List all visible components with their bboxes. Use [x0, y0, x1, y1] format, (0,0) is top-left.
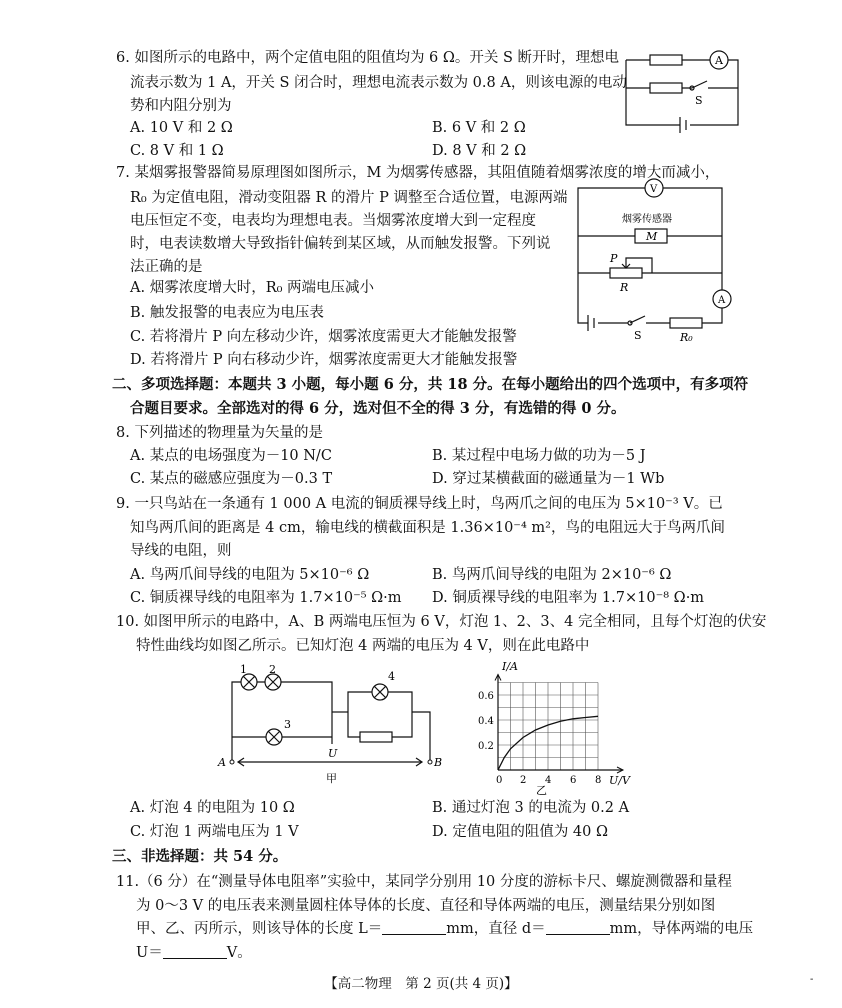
q8-stem: 8. 下列描述的物理量为矢量的是 [116, 425, 323, 441]
q8-option-c: C. 某点的磁感应强度为－0.3 T [130, 471, 333, 487]
lamp-2-label: 2 [269, 663, 276, 676]
q6-ammeter-label: A [715, 54, 723, 67]
q11-line-3 [136, 919, 753, 939]
iv-characteristic-chart [474, 660, 634, 795]
figure-yi-caption: 乙 [536, 784, 547, 795]
chart-x-tick-label: 8 [595, 775, 602, 786]
q10-option-d: D. 定值电阻的阻值为 40 Ω [432, 824, 609, 840]
q7-r0-label: R₀ [680, 331, 693, 344]
section-2-heading: 二、多项选择题：本题共 3 小题，每小题 6 分，共 18 分。在每小题给出的四个选项中，有多项符 [112, 376, 749, 393]
figure-jia-caption: 甲 [326, 772, 337, 785]
chart-y-tick-label: 0.4 [478, 716, 494, 727]
q7-circuit-figure [570, 178, 740, 348]
q10-option-a: A. 灯泡 4 的电阻为 10 Ω [130, 800, 295, 816]
q7-option-d: D. 若将滑片 P 向右移动少许，烟雾浓度需更大才能触发报警 [130, 352, 518, 368]
q8-option-b: B. 某过程中电场力做的功为－5 J [432, 448, 646, 464]
q7-voltmeter-label: V [650, 184, 658, 195]
section-3-heading: 三、非选择题：共 54 分。 [112, 848, 288, 865]
q6-line-2: 流表示数为 1 A，开关 S 闭合时，理想电流表示数为 0.8 A，则该电源的电动 [130, 75, 627, 91]
q9-option-b: B. 鸟两爪间导线的电阻为 2×10⁻⁶ Ω [432, 567, 672, 583]
q7-option-a: A. 烟雾浓度增大时，R₀ 两端电压减小 [130, 280, 375, 296]
length-answer-blank[interactable] [382, 920, 446, 935]
q7-line-1: 7. 某烟雾报警器简易原理图如图所示，M 为烟雾传感器，其阻值随着烟雾浓度的增大而减小， [116, 165, 720, 181]
q7-line-4: 时，电表读数增大导致指针偏转到某区域，从而触发报警。下列说 [130, 236, 551, 252]
lamp-3-label: 3 [284, 718, 291, 731]
q9-option-d: D. 铜质裸导线的电阻率为 1.7×10⁻⁸ Ω·m [432, 590, 705, 606]
q6-line-1: 6. 如图所示的电路中，两个定值电阻的阻值均为 6 Ω。开关 S 断开时，理想电 [116, 50, 620, 66]
q6-line-3: 势和内阻分别为 [130, 98, 232, 114]
lamp-4-label: 4 [388, 670, 395, 683]
chart-x-tick-label: 4 [545, 775, 552, 786]
q6-option-d: D. 8 V 和 2 Ω [432, 143, 527, 159]
q11-line-3-text-c: mm，导体两端的电压 [609, 921, 754, 937]
diameter-answer-blank[interactable] [546, 920, 610, 935]
q11-line-3-text-b: mm，直径 d＝ [446, 921, 546, 937]
q6-circuit-figure [620, 40, 745, 135]
q7-slider-label: P [610, 252, 618, 265]
q10-figure-jia [212, 662, 452, 787]
q10-line-1: 10. 如图甲所示的电路中，A、B 两端电压恒为 6 V，灯泡 1、2、3、4 完全相同，且每个灯泡的伏安 [116, 614, 767, 630]
q6-switch-label: S [695, 94, 703, 107]
q7-sensor-label: M [646, 230, 658, 243]
q7-rheostat-label: R [620, 281, 629, 294]
q9-line-2: 知鸟两爪间的距离是 4 cm，输电线的横截面积是 1.36×10⁻⁴ m²，鸟的电阻远大于鸟两爪间 [130, 520, 725, 536]
chart-x-tick-label: 6 [570, 775, 577, 786]
q9-line-1: 9. 一只鸟站在一条通有 1 000 A 电流的铜质裸导线上时，鸟两爪之间的电压为 5×10⁻³ V。已 [116, 496, 723, 512]
q7-line-5: 法正确的是 [130, 259, 203, 275]
q9-option-c: C. 铜质裸导线的电阻率为 1.7×10⁻⁵ Ω·m [130, 590, 402, 606]
q6-option-a: A. 10 V 和 2 Ω [130, 120, 233, 136]
q7-line-3: 电压恒定不变，电表均为理想电表。当烟雾浓度增大到一定程度 [130, 213, 536, 229]
chart-y-axis-label: I/A [502, 660, 518, 673]
q6-option-b: B. 6 V 和 2 Ω [432, 120, 526, 136]
q11-line-2: 为 0～3 V 的电压表来测量圆柱体导体的长度、直径和导体两端的电压，测量结果分别如图 [136, 898, 716, 914]
q7-sensor-caption: 烟雾传感器 [622, 214, 672, 225]
q11-line-4-text-b: V。 [226, 945, 252, 961]
terminal-a-label: A [218, 756, 226, 769]
q11-line-4 [136, 943, 252, 963]
page-footer: 【高二物理 第 2 页(共 4 页)】 [324, 976, 518, 992]
terminal-b-label: B [434, 756, 443, 769]
voltage-u-label: U [328, 747, 338, 760]
chart-x-tick-label: 2 [520, 775, 527, 786]
q9-line-3: 导线的电阻，则 [130, 543, 232, 559]
chart-origin-label: 0 [496, 775, 503, 786]
q8-option-d: D. 穿过某横截面的磁通量为－1 Wb [432, 471, 665, 487]
q7-option-c: C. 若将滑片 P 向左移动少许，烟雾浓度需更大才能触发报警 [130, 329, 517, 345]
q7-option-b: B. 触发报警的电表应为电压表 [130, 305, 324, 321]
corner-mark: - [810, 974, 814, 985]
q7-ammeter-label: A [718, 295, 726, 306]
q7-switch-label: S [634, 329, 642, 342]
chart-y-tick-label: 0.6 [478, 691, 494, 702]
q11-line-4-text-a: U＝ [136, 945, 163, 961]
q10-line-2: 特性曲线均如图乙所示。已知灯泡 4 两端的电压为 4 V，则在此电路中 [136, 638, 590, 654]
chart-y-tick-label: 0.2 [478, 741, 494, 752]
q8-option-a: A. 某点的电场强度为－10 N/C [130, 448, 332, 464]
q10-option-c: C. 灯泡 1 两端电压为 1 V [130, 824, 299, 840]
q6-option-c: C. 8 V 和 1 Ω [130, 143, 224, 159]
chart-x-axis-label: U/V [609, 774, 630, 787]
q11-line-1: 11.（6 分）在“测量导体电阻率”实验中，某同学分别用 10 分度的游标卡尺、螺旋测微器和量程 [116, 874, 732, 890]
q11-line-3-text-a: 甲、乙、丙所示，则该导体的长度 L＝ [136, 921, 383, 937]
section-2-heading-cont: 合题目要求。全部选对的得 6 分，选对但不全的得 3 分，有选错的得 0 分。 [130, 400, 626, 417]
q9-option-a: A. 鸟两爪间导线的电阻为 5×10⁻⁶ Ω [130, 567, 370, 583]
q7-line-2: R₀ 为定值电阻，滑动变阻器 R 的滑片 P 调整至合适位置，电源两端 [130, 190, 568, 206]
lamp-1-label: 1 [240, 663, 247, 676]
voltage-answer-blank[interactable] [163, 944, 227, 959]
q10-option-b: B. 通过灯泡 3 的电流为 0.2 A [432, 800, 630, 816]
